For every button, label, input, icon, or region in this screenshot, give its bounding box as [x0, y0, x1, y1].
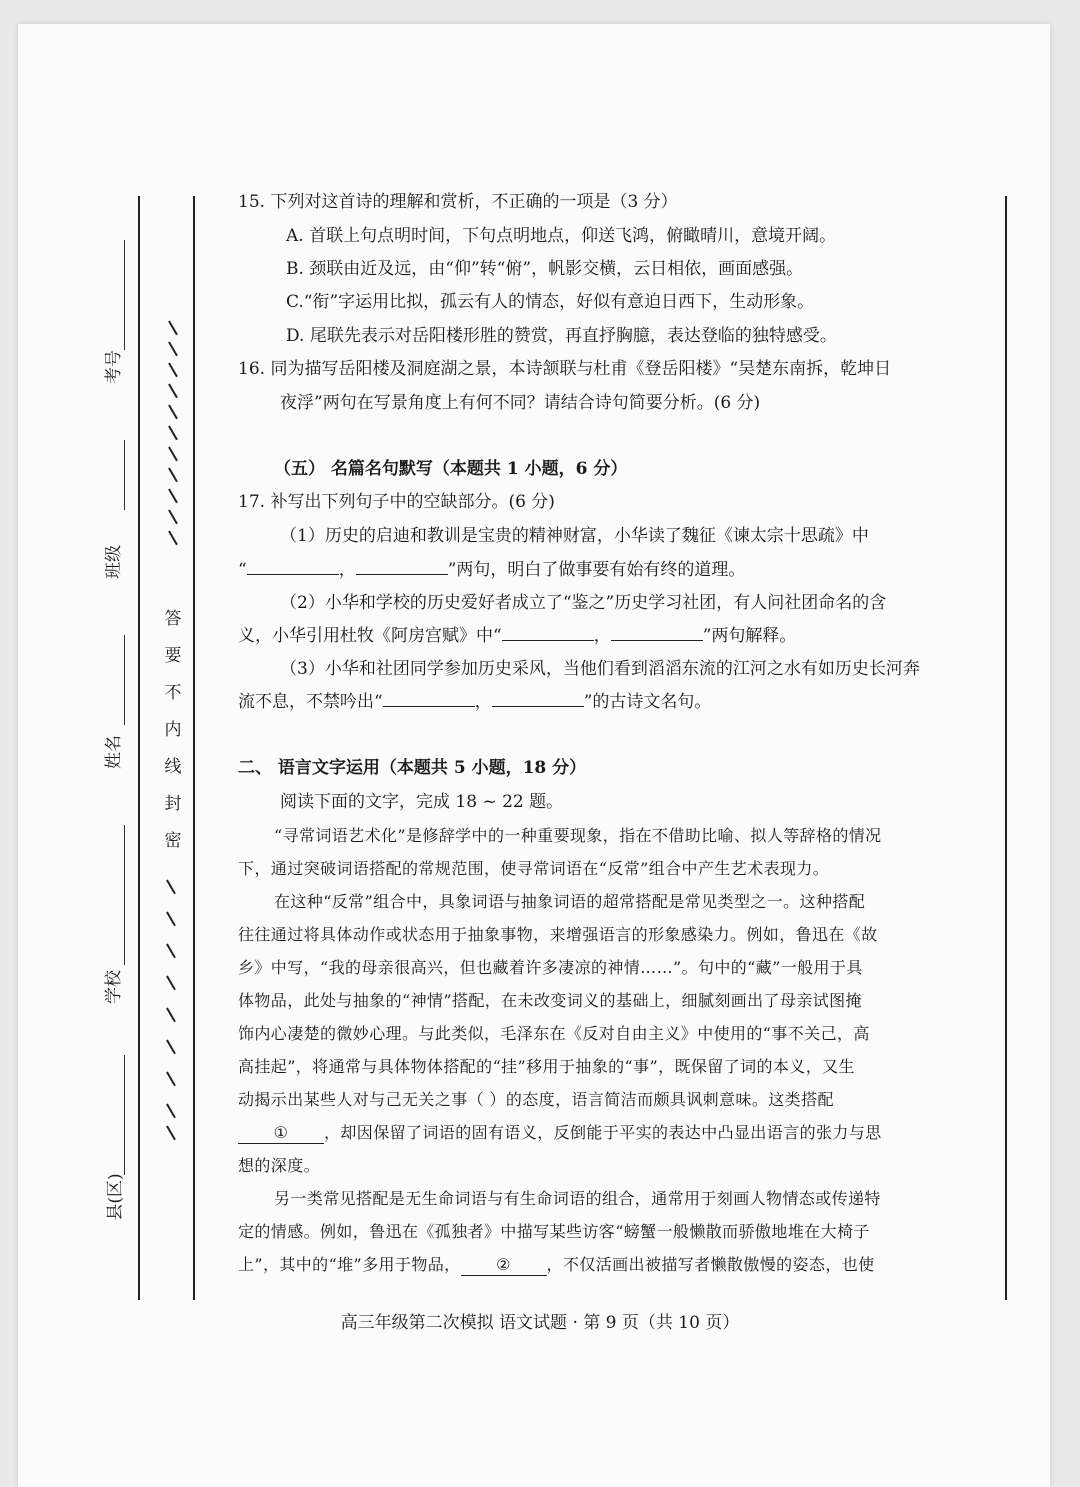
county-label: 县(区) [105, 1173, 126, 1221]
class-label: 班级 [104, 545, 124, 579]
school-rule [124, 1055, 125, 1175]
margin-rule-right [1005, 196, 1007, 1300]
q16-line2: 夜浮”两句在写景角度上有何不同？请结合诗句简要分析。(6 分) [280, 393, 761, 413]
margin-rule-inner [193, 196, 195, 1300]
seal-char: 答 [164, 609, 182, 629]
passage-line: 定的情感。例如，鲁迅在《孤独者》中描写某些访客“螃蟹一般懒散而骄傲地堆在大椅子 [238, 1222, 870, 1241]
q15-option-b: B. 颈联由近及远，由“仰”转“俯”，帆影交横，云日相依，画面感强。 [286, 259, 804, 279]
seal-char: 不 [164, 683, 182, 703]
exam-number-rule [124, 240, 125, 350]
passage-line: 下，通过突破词语搭配的常规范围，使寻常词语在“反常”组合中产生艺术表现力。 [238, 859, 830, 878]
answer-blank[interactable] [611, 640, 703, 641]
answer-blank[interactable] [502, 640, 594, 641]
answer-blank[interactable] [383, 706, 475, 707]
exam-number-label: 考号 [104, 350, 124, 384]
passage-line: 在这种“反常”组合中，具象词语与抽象词语的超常搭配是常见类型之一。这种搭配 [274, 892, 866, 911]
seal-char: 封 [164, 794, 182, 814]
passage-line: 高挂起”，将通常与具体物体搭配的“挂”移用于抽象的“事”，既保留了词的本义，又生 [238, 1057, 855, 1076]
passage-line: 往往通过将具体动作或状态用于抽象事物，来增强语言的形象感染力。例如，鲁迅在《故 [238, 925, 878, 944]
school-label: 学校 [104, 970, 124, 1004]
q15-option-a: A. 首联上句点明时间，下句点明地点，仰送飞鸿，俯瞰晴川，意境开阔。 [286, 226, 837, 246]
passage-line: ① ，却因保留了词语的固有语义，反倒能于平实的表达中凸显出语言的张力与思 [238, 1121, 882, 1145]
passage-line: 饰内心凄楚的微妙心理。与此类似，毛泽东在《反对自由主义》中使用的“事不关己，高 [238, 1024, 870, 1043]
passage-line: 上”，其中的“堆”多用于物品， ② ，不仅活画出被描写者懒散傲慢的姿态，也使 [238, 1255, 875, 1274]
q17-p3-line1: （3）小华和社团同学参加历史采风，当他们看到滔滔东流的江河之水有如历史长河奔 [280, 659, 920, 679]
seal-char: 密 [164, 831, 182, 851]
passage-line: 想的深度。 [238, 1156, 321, 1175]
passage-line: 乡》中写，“我的母亲很高兴，但也藏着许多凄凉的神情……”。句中的“藏”一般用于具 [238, 958, 863, 977]
exam-number-rule-lower [124, 440, 125, 510]
q15-option-c: C.“衔”字运用比拟，孤云有人的情态，好似有意迫日西下，生动形象。 [286, 292, 815, 312]
q15-stem: 15. 下列对这首诗的理解和赏析，不正确的一项是（3 分） [238, 192, 678, 212]
seal-char: 线 [164, 757, 182, 777]
answer-blank-2[interactable]: ② [461, 1255, 547, 1276]
section2-title: 二、 语言文字运用（本题共 5 小题，18 分） [238, 758, 587, 778]
answer-blank[interactable] [356, 574, 448, 575]
answer-blank-1[interactable]: ① [238, 1123, 324, 1144]
passage-line: 体物品，此处与抽象的“神情”搭配，在未改变词义的基础上，细腻刻画出了母亲试图掩 [238, 991, 862, 1010]
q17-stem: 17. 补写出下列句子中的空缺部分。(6 分) [238, 492, 555, 512]
passage-line: 另一类常见搭配是无生命词语与有生命词语的组合，通常用于刻画人物情态或传递特 [274, 1189, 881, 1208]
q17-p1-line2: “ ， ”两句，明白了做事要有始有终的道理。 [238, 560, 746, 580]
class-rule [124, 635, 125, 725]
seal-char: 内 [164, 720, 182, 740]
name-label: 姓名 [104, 735, 124, 769]
q17-p3-line2: 流不息，不禁吟出“ ， ”的古诗文名句。 [238, 692, 712, 712]
answer-blank[interactable] [492, 706, 584, 707]
section5-title: （五） 名篇名句默写（本题共 1 小题，6 分） [274, 459, 628, 479]
passage-line: 动揭示出某些人对与己无关之事（ ）的态度，语言简洁而颇具讽刺意味。这类搭配 [238, 1090, 834, 1109]
q15-option-d: D. 尾联先表示对岳阳楼形胜的赞赏，再直抒胸臆，表达登临的独特感受。 [286, 326, 837, 346]
margin-rule-outer [138, 196, 140, 1300]
answer-blank[interactable] [247, 574, 339, 575]
section2-intro: 阅读下面的文字，完成 18 ~ 22 题。 [280, 792, 564, 812]
q16-line1: 16. 同为描写岳阳楼及洞庭湖之景，本诗颔联与杜甫《登岳阳楼》“吴楚东南拆，乾坤日 [238, 359, 892, 379]
q17-p1-line1: （1）历史的启迪和教训是宝贵的精神财富，小华读了魏征《谏太宗十思疏》中 [280, 526, 869, 546]
page-footer: 高三年级第二次模拟 语文试题 · 第 9 页（共 10 页） [340, 1313, 740, 1333]
name-rule [124, 825, 125, 965]
passage-line: “寻常词语艺术化”是修辞学中的一种重要现象，指在不借助比喻、拟人等辞格的情况 [274, 826, 882, 845]
q17-p2-line1: （2）小华和学校的历史爱好者成立了“鉴之”历史学习社团，有人问社团命名的含 [280, 593, 887, 613]
seal-chars [158, 598, 188, 857]
q17-p2-line2: 义，小华引用杜牧《阿房宫赋》中“ ， ”两句解释。 [238, 626, 797, 646]
seal-char: 要 [164, 646, 182, 666]
